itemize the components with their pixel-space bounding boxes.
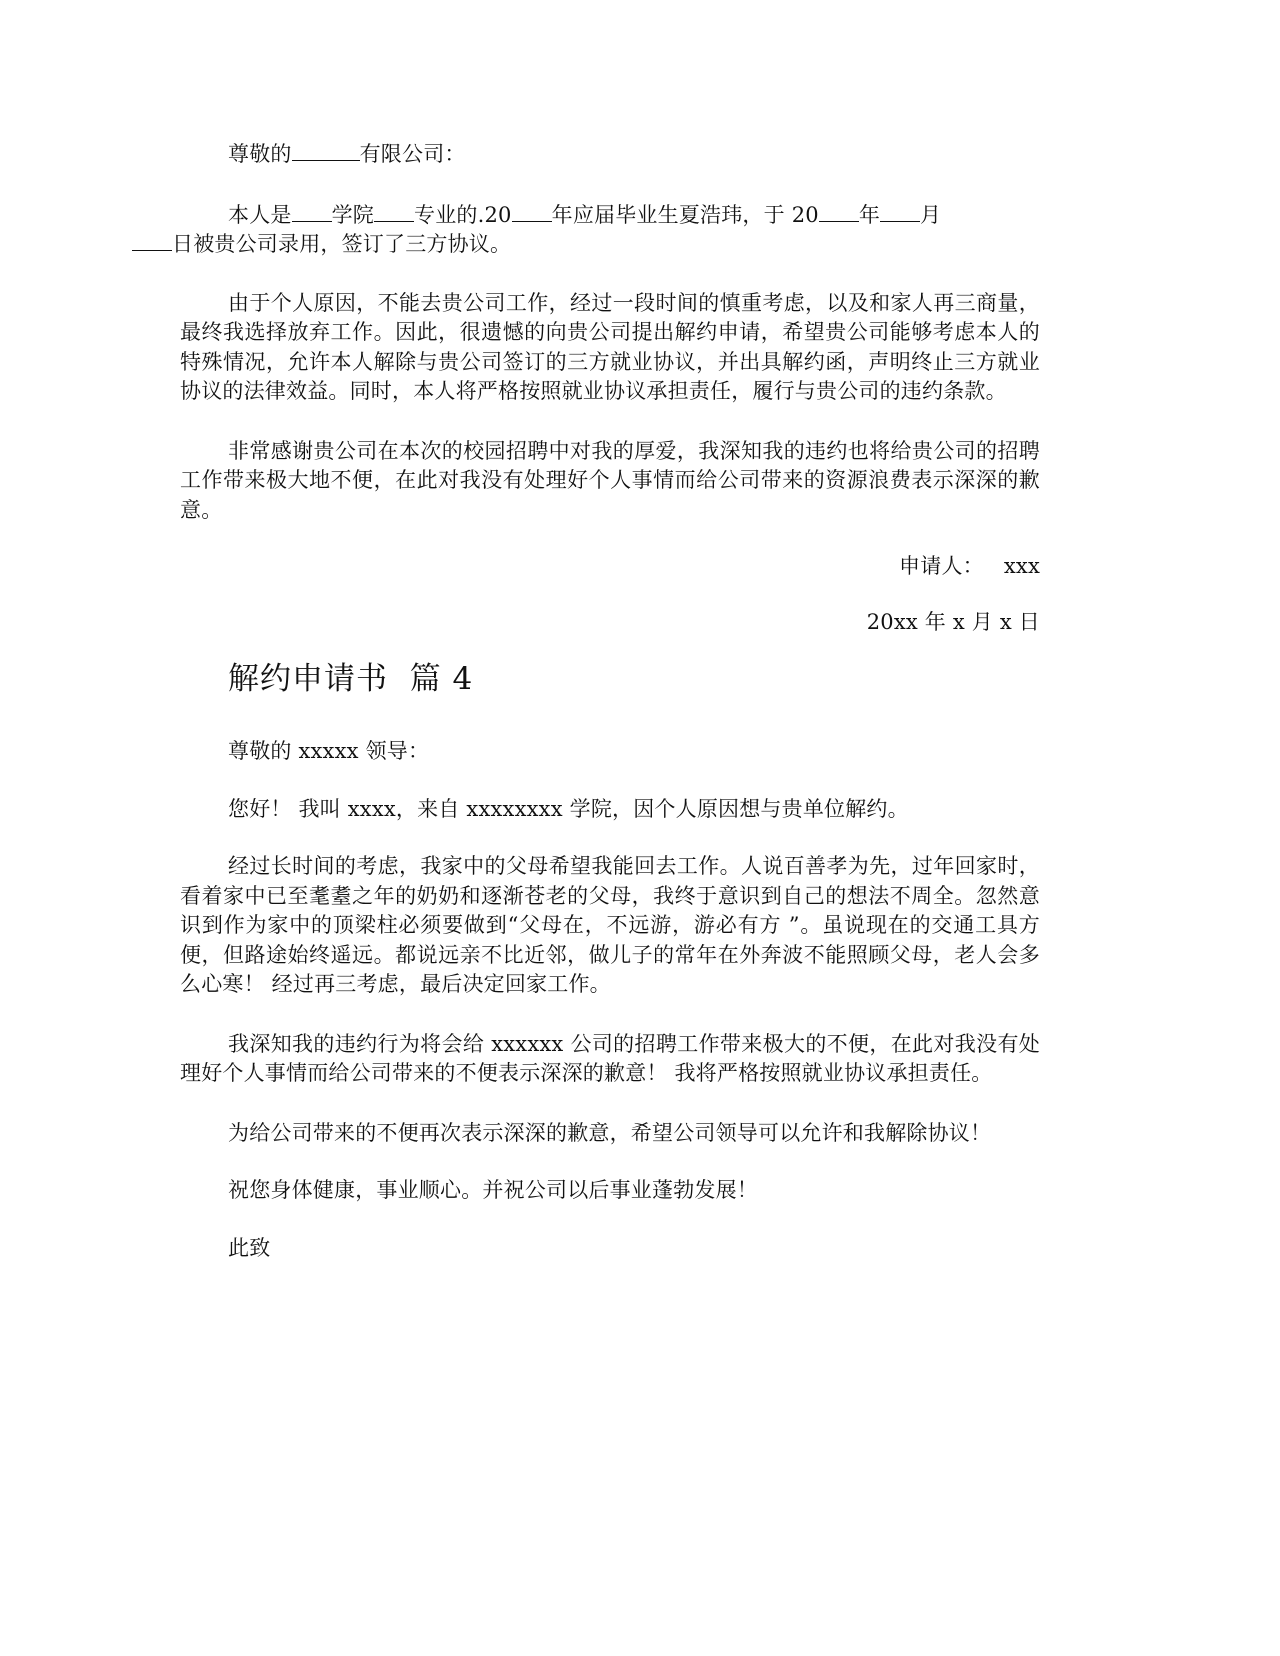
apology-paragraph: 我深知我的违约行为将会给 xxxxxx 公司的招聘工作带来极大的不便，在此对我没有处理好个人事情而给公司带来的不便表示深深的歉意！ 我将严格按照就业协议承担责任。 <box>180 1031 1040 1085</box>
blank-grad-year <box>512 201 552 222</box>
intro-paragraph: 本人是 学院 专业的.20 年应届毕业生夏浩玮，于 20 年 月 日被贵公司录用，签订了三方协议。 <box>180 201 1040 260</box>
thanks-paragraph: 非常感谢贵公司在本次的校园招聘中对我的厚爱，我深知我的违约也将给贵公司的招聘工作带来极大地不便，在此对我没有处理好个人事情而给公司带来的资源浪费表示深深的歉意。 <box>180 438 1040 522</box>
greeting-line: 您好！ 我叫 xxxx，来自 xxxxxxxx 学院，因个人原因想与贵单位解约。 <box>228 796 909 821</box>
applicant-signature: 申请人： xxx <box>899 554 1040 578</box>
section-heading: 解约申请书 篇 4 <box>228 661 474 697</box>
closing-line: 此致 <box>228 1235 271 1260</box>
signature-date: 20xx 年 x 月 x 日 <box>866 609 1040 634</box>
reason-paragraph: 由于个人原因，不能去贵公司工作，经过一段时间的慎重考虑，以及和家人再三商量，最终我选择放弃工作。因此，很遗憾的向贵公司提出解约申请，希望贵公司能够考虑本人的特殊情况，允许本人解除与贵公司签订的三方就业协议，并出具解约函，声明终止三方就业协议的法律效益。同时，本人将严格按照就业协议承担责任，履行与贵公司的违约条款。 <box>180 290 1040 403</box>
blank-major <box>374 201 414 222</box>
document-page <box>172 140 1040 1263</box>
blank-college <box>292 201 332 222</box>
family-paragraph: 经过长时间的考虑，我家中的父母希望我能回去工作。人说百善孝为先，过年回家时， 看着家中已至耄耋之年的奶奶和逐渐苍老的父母，我终于意识到自己的想法不周全。忽然意识到作为家中的顶梁柱必须要做到“父母在，不远游，游必有方 ”。虽说现在的交通工具方便，但路途始终遥远。都说远亲不比近邻，做儿子的常年在外奔波不能照顾父母，老人会多么心寒！ 经过再三考虑，最后决定回家工作。 <box>180 854 1040 996</box>
request-paragraph: 为给公司带来的不便再次表示深深的歉意，希望公司领导可以允许和我解除协议！ <box>228 1120 992 1145</box>
wishes-paragraph: 祝您身体健康，事业顺心。并祝公司以后事业蓬勃发展！ <box>228 1178 758 1202</box>
blank-day <box>132 230 172 251</box>
blank-company-name <box>292 140 360 161</box>
salutation-leader: 尊敬的 xxxxx 领导： <box>228 739 430 763</box>
blank-year <box>819 201 859 222</box>
applicant-name: xxx <box>1003 554 1040 578</box>
blank-month <box>880 201 920 222</box>
salutation-company: 尊敬的 有限公司： <box>228 142 466 166</box>
